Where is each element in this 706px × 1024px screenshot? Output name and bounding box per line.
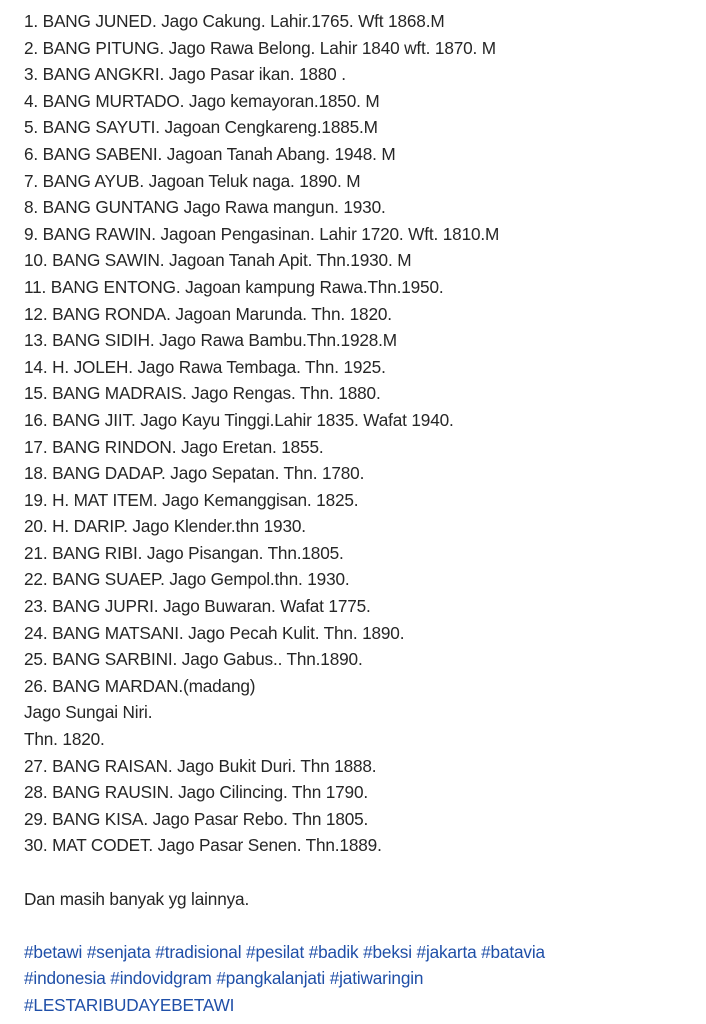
list-item: 1. BANG JUNED. Jago Cakung. Lahir.1765. Wft 1868.M	[24, 11, 445, 31]
closing-text: Dan masih banyak yg lainnya.	[24, 888, 250, 909]
list-item: 26. BANG MARDAN.(madang)	[24, 675, 256, 696]
hashtag-link[interactable]: #LESTARIBUDAYEBETAWI	[24, 994, 235, 1015]
hashtag-link[interactable]: #pangkalanjati	[216, 968, 326, 989]
list-item: 13. BANG SIDIH. Jago Rawa Bambu.Thn.1928.M	[24, 330, 397, 351]
list-item: 29. BANG KISA. Jago Pasar Rebo. Thn 1805.	[24, 808, 369, 829]
list-item: 7. BANG AYUB. Jagoan Teluk naga. 1890. M	[24, 170, 361, 191]
hashtag-link[interactable]: #tradisional	[155, 941, 242, 962]
jagoan-list	[24, 8, 696, 859]
list-item: 11. BANG ENTONG. Jagoan kampung Rawa.Thn.1950.	[24, 276, 444, 297]
list-item: 9. BANG RAWIN. Jagoan Pengasinan. Lahir 1720. Wft. 1810.M	[24, 223, 500, 244]
list-item: 12. BANG RONDA. Jagoan Marunda. Thn. 1820.	[24, 303, 392, 324]
hashtag-line	[24, 939, 696, 966]
list-item: 17. BANG RINDON. Jago Eretan. 1855.	[24, 436, 324, 457]
hashtag-link[interactable]: #badik	[308, 941, 359, 962]
list-item: 6. BANG SABENI. Jagoan Tanah Abang. 1948. M	[24, 143, 396, 164]
list-item: 4. BANG MURTADO. Jago kemayoran.1850. M	[24, 90, 380, 111]
list-item: 25. BANG SARBINI. Jago Gabus.. Thn.1890.	[24, 649, 363, 670]
list-item: 30. MAT CODET. Jago Pasar Senen. Thn.1889.	[24, 835, 382, 856]
list-item: Jago Sungai Niri.	[24, 702, 153, 723]
list-item: 20. H. DARIP. Jago Klender.thn 1930.	[24, 516, 306, 537]
hashtag-link[interactable]: #betawi	[24, 941, 83, 962]
hashtag-link[interactable]: #jatiwaringin	[329, 968, 424, 989]
spacer	[24, 912, 696, 939]
hashtag-line	[24, 965, 696, 992]
post-caption	[24, 8, 696, 1019]
hashtag-line	[24, 992, 696, 1019]
hashtag-link[interactable]: #indonesia	[24, 968, 106, 989]
hashtag-block	[24, 939, 696, 1019]
hashtag-link[interactable]: #senjata	[86, 941, 151, 962]
hashtag-link[interactable]: #batavia	[481, 941, 545, 962]
hashtag-link[interactable]: #beksi	[363, 941, 412, 962]
list-item: 3. BANG ANGKRI. Jago Pasar ikan. 1880 .	[24, 64, 346, 85]
list-item: 22. BANG SUAEP. Jago Gempol.thn. 1930.	[24, 569, 350, 590]
list-item: 2. BANG PITUNG. Jago Rawa Belong. Lahir 1840 wft. 1870. M	[24, 37, 496, 58]
list-item: 8. BANG GUNTANG Jago Rawa mangun. 1930.	[24, 197, 386, 218]
hashtag-link[interactable]: #pesilat	[246, 941, 305, 962]
spacer	[24, 859, 696, 886]
hashtag-link[interactable]: #indovidgram	[110, 968, 212, 989]
list-item: 18. BANG DADAP. Jago Sepatan. Thn. 1780.	[24, 463, 365, 484]
list-item: 28. BANG RAUSIN. Jago Cilincing. Thn 1790.	[24, 782, 368, 803]
list-item: Thn. 1820.	[24, 729, 105, 750]
list-item: 21. BANG RIBI. Jago Pisangan. Thn.1805.	[24, 542, 344, 563]
list-item: 5. BANG SAYUTI. Jagoan Cengkareng.1885.M	[24, 117, 378, 138]
hashtag-link[interactable]: #jakarta	[416, 941, 477, 962]
list-item: 14. H. JOLEH. Jago Rawa Tembaga. Thn. 1925.	[24, 356, 386, 377]
list-item: 19. H. MAT ITEM. Jago Kemanggisan. 1825.	[24, 489, 359, 510]
list-item: 23. BANG JUPRI. Jago Buwaran. Wafat 1775.	[24, 596, 371, 617]
list-item: 15. BANG MADRAIS. Jago Rengas. Thn. 1880.	[24, 383, 381, 404]
list-item: 10. BANG SAWIN. Jagoan Tanah Apit. Thn.1930. M	[24, 250, 412, 271]
list-item: 16. BANG JIIT. Jago Kayu Tinggi.Lahir 1835. Wafat 1940.	[24, 409, 454, 430]
list-item: 27. BANG RAISAN. Jago Bukit Duri. Thn 1888.	[24, 755, 377, 776]
list-item: 24. BANG MATSANI. Jago Pecah Kulit. Thn. 1890.	[24, 622, 405, 643]
